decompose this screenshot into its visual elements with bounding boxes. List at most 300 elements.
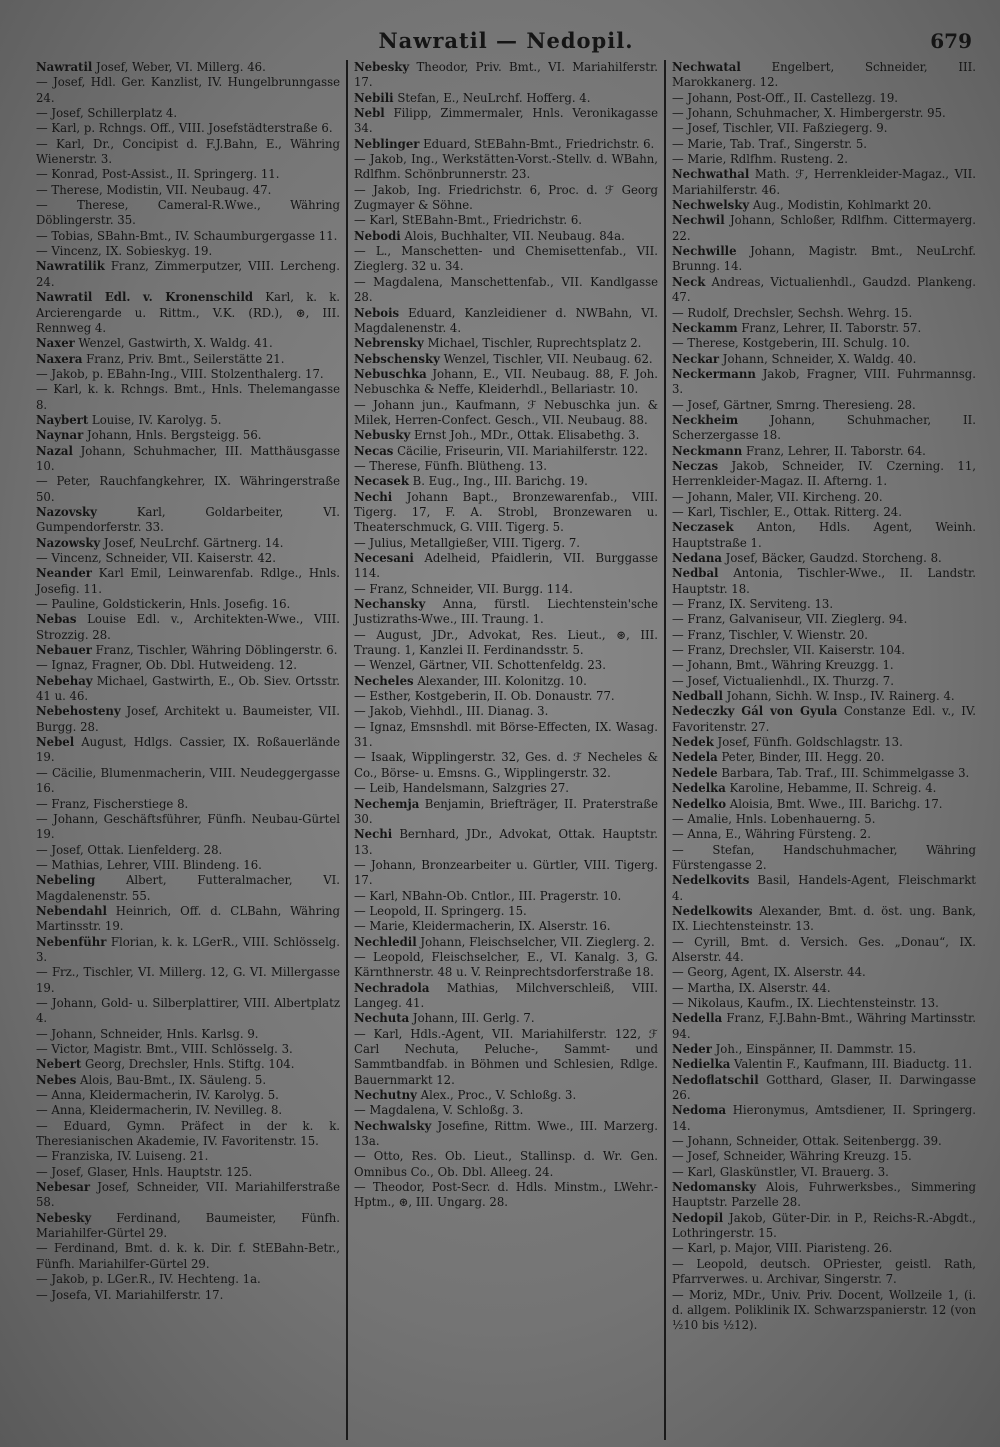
page-title: Nawratil — Nedopil. [378,28,634,53]
entry-surname: Nedella [672,1011,723,1026]
directory-entry [354,213,658,228]
entry-details: Franz, Lehrer, II. Taborstr. 64. [742,443,926,458]
entry-details: Karl, Goldarbeiter, VI. Gumpendorferstr. 33. [36,504,340,535]
directory-entry [36,367,340,382]
directory-entry [354,474,658,489]
entry-details: Gotthard, Glaser, II. Darwingasse 26. [672,1072,976,1103]
entry-details: — Franz, Drechsler, VII. Kaiserstr. 104. [672,643,906,658]
directory-entry [672,60,976,91]
entry-details: Math. ℱ, Herrenkleider-Magaz., VII. Mariahilferstr. 46. [672,167,976,197]
entry-details: — Wenzel, Gärtner, VII. Schottenfeldg. 23. [354,658,606,673]
entry-details: Aloisia, Bmt. Wwe., III. Barichg. 17. [726,796,943,811]
entry-surname: Nedielka [672,1057,731,1072]
entry-details: — Ferdinand, Bmt. d. k. k. Dir. f. StEBahn-Betr., Fünfh. Mariahilfer-Gürtel 29. [36,1241,340,1271]
entry-surname: Nedele [672,765,718,780]
entry-surname: Nebesar [36,1180,91,1195]
directory-entry [36,183,340,198]
directory-entry [36,612,340,643]
entry-details: Wenzel, Tischler, VII. Neubaug. 62. [439,351,653,366]
entry-details: B. Eug., Ing., III. Barichg. 19. [408,474,588,489]
directory-entry [672,198,976,213]
entry-details: Louise Edl. v., Architekten-Wwe., VIII. Strozzig. 28. [36,612,340,642]
entry-surname: Nebes [36,1072,77,1087]
directory-entry [672,167,976,198]
directory-entry [672,244,976,275]
entry-surname: Nechwalsky [354,1118,432,1133]
entry-details: — Karl, Hdls.-Agent, VII. Mariahilferstr. 122, ℱ Carl Nechuta, Peluche-, Sammt- und Sammtbandfab. in Böhmen und Schlesien, Rdlge. Bauernmarkt 12. [354,1026,658,1087]
entry-details: Franz, Lehrer, II. Taborstr. 57. [737,320,922,335]
entry-details: Karl, k. k. Arcierengarde u. Rittm., V.K. (RD.), ⊛, III. Rennweg 4. [36,290,341,335]
directory-entry [36,382,340,413]
directory-entry [354,781,658,796]
entry-surname: Nebuschka [354,366,427,381]
directory-entry [36,536,340,551]
directory-entry [354,444,658,459]
directory-entry [36,167,340,182]
entry-surname: Nedek [672,735,714,750]
entry-details: Johann, Magistr. Bmt., NeuLrchf. Brunng. 14. [672,244,976,274]
directory-entry [36,704,340,735]
directory-entry [354,935,658,950]
entry-details: — Leopold, II. Springerg. 15. [354,903,527,918]
entry-surname: Nebauer [36,643,92,658]
entry-surname: Nedelka [672,781,726,796]
entry-surname: Nechwatal [672,60,741,74]
entry-details: — L., Manschetten- und Chemisettenfab., VII. Zieglerg. 32 u. 34. [354,244,658,274]
directory-entry [354,352,658,367]
directory-entry [672,597,976,612]
entry-surname: Nebeling [36,873,96,888]
entry-surname: Nechwille [672,244,737,259]
entry-details: — Josef, Tischler, VII. Faßziegerg. 9. [672,121,888,136]
entry-surname: Necas [354,443,394,458]
entry-details: Michael, Tischler, Ruprechtsplatz 2. [423,336,642,351]
entry-details: — Moriz, MDr., Univ. Priv. Docent, Wollzeile 1, (i. d. allgem. Poliklinik IX. Schwarzspanierstr. 12 (von ½10 bis ½12). [672,1287,976,1333]
entry-details: — Josefa, VI. Mariahilferstr. 17. [36,1287,224,1302]
entry-surname: Nebesky [36,1210,92,1225]
directory-entry [672,367,976,398]
directory-entry [672,1288,976,1334]
entry-details: — Frz., Tischler, VI. Millerg. 12, G. VI. Millergasse 19. [36,965,340,995]
entry-details: Cäcilie, Friseurin, VII. Mariahilferstr. 122. [393,443,648,458]
entry-details: — Cäcilie, Blumenmacherin, VIII. Neudeggergasse 16. [36,765,340,796]
entry-surname: Nedelko [672,796,727,811]
entry-surname: Neckamm [672,320,738,335]
entry-details: — Johann, Schuhmacher, X. Himbergerstr. 95. [672,106,946,121]
entry-details: Johann, III. Gerlg. 7. [409,1011,535,1026]
entry-details: Johann Bapt., Bronzewarenfab., VIII. Tigerg. 17, F. A. Strobl, Bronzewaren u. Theaterschmuck, G. VIII. Tigerg. 5. [354,489,658,535]
directory-entry [672,981,976,996]
directory-entry [36,1042,340,1057]
entry-details: — Jakob, p. LGer.R., IV. Hechteng. 1a. [36,1272,261,1287]
entry-details: — Isaak, Wipplingerstr. 32, Ges. d. ℱ Necheles & Co., Börse- u. Emsns. G., Wipplingerstr. 32. [354,750,658,780]
directory-entry [36,444,340,475]
directory-entry [36,551,340,566]
directory-entry [354,827,658,858]
entry-details: Franz, Priv. Bmt., Seilerstätte 21. [82,351,285,366]
directory-entry [354,428,658,443]
entry-details: — Martha, IX. Alserstr. 44. [672,980,831,995]
directory-entry [36,198,340,229]
entry-details: — Georg, Agent, IX. Alserstr. 44. [672,965,866,980]
directory-entry [36,137,340,168]
directory-entry [36,1288,340,1303]
entry-details: — Karl, Tischler, E., Ottak. Ritterg. 24. [672,504,902,519]
directory-columns [30,60,982,1440]
directory-entry [36,658,340,673]
entry-details: Peter, Binder, III. Hegg. 20. [717,750,885,765]
entry-details: — Magdalena, V. Schloßg. 3. [354,1103,524,1118]
directory-entry [36,1073,340,1088]
directory-entry [36,1272,340,1287]
entry-details: — Therese, Kostgeberin, III. Schulg. 10. [672,336,910,351]
entry-details: — Pauline, Goldstickerin, Hnls. Josefig. 16. [36,597,291,612]
directory-entry [354,137,658,152]
entry-details: — Leopold, Fleischselcher, E., VI. Kanalg. 3, G. Kärnthnerstr. 48 u. V. Reinprechtsdorferstraße 18. [354,949,658,980]
entry-details: Mathias, Milchverschleiß, VIII. Langeg. 41. [354,980,658,1010]
entry-details: Michael, Gastwirth, E., Ob. Siev. Ortsstr. 41 u. 46. [36,673,340,704]
directory-entry [672,352,976,367]
directory-entry [354,858,658,889]
directory-entry [36,60,340,75]
entry-details: — Ignaz, Emsnshdl. mit Börse-Effecten, IX. Wasag. 31. [354,719,658,750]
directory-entry [36,121,340,136]
entry-details: — Johann, Geschäftsführer, Fünfh. Neubau-Gürtel 19. [36,811,340,842]
entry-surname: Neander [36,566,92,581]
directory-entry [36,597,340,612]
entry-details: — Cyrill, Bmt. d. Versich. Ges. „Donau“, IX. Alserstr. 44. [672,934,976,964]
directory-entry [672,551,976,566]
entry-details: Hieronymus, Amtsdiener, II. Springerg. 14. [672,1103,976,1133]
directory-entry [36,812,340,843]
entry-details: Alexander, III. Kolonitzg. 10. [413,673,587,688]
entry-surname: Nechwathal [672,167,750,182]
directory-entry [36,843,340,858]
directory-entry [354,459,658,474]
entry-details: — Johann, Gold- u. Silberplattirer, VIII. Albertplatz 4. [36,995,340,1026]
entry-surname: Nechi [354,489,393,504]
directory-entry [672,213,976,244]
entry-details: Franz, F.J.Bahn-Bmt., Währing Martinsstr. 94. [672,1011,976,1041]
entry-surname: Nechutny [354,1088,417,1103]
entry-details: Alois, Fuhrwerksbes., Simmering Hauptstr. Parzelle 28. [672,1180,976,1210]
entry-details: — Josef, Schillerplatz 4. [36,106,178,121]
directory-entry [36,1119,340,1150]
directory-entry [672,505,976,520]
entry-details: — Johann, Bmt., Währing Kreuzgg. 1. [672,658,894,673]
entry-details: Florian, k. k. LGerR., VIII. Schlösselg. 3. [36,934,340,964]
directory-entry [354,275,658,306]
entry-surname: Nebl [354,106,385,121]
entry-details: Theodor, Priv. Bmt., VI. Mariahilferstr. 17. [354,60,658,90]
directory-entry [672,904,976,935]
entry-details: Anna, fürstl. Liechtenstein'sche Justizraths-Wwe., III. Traung. 1. [354,597,658,627]
entry-surname: Nedball [672,689,723,704]
entry-details: — Franz, Fischerstiege 8. [36,796,189,811]
entry-surname: Nechwelsky [672,198,750,213]
entry-details: Josef, Bäcker, Gaudzd. Storcheng. 8. [721,551,942,565]
directory-entry [36,1088,340,1103]
entry-details: Ferdinand, Baumeister, Fünfh. Mariahilfer-Gürtel 29. [36,1210,340,1241]
entry-details: — Vincenz, Schneider, VII. Kaiserstr. 42. [36,551,276,565]
directory-entry [354,981,658,1012]
directory-entry [672,152,976,167]
entry-details: — Johann, Post-Off., II. Castellezg. 19. [672,90,899,105]
directory-entry [354,306,658,337]
entry-details: — Franz, Schneider, VII. Burgg. 114. [354,581,573,596]
directory-entry [672,1241,976,1256]
entry-surname: Necheles [354,673,414,688]
entry-details: — Therese, Modistin, VII. Neubaug. 47. [36,182,272,197]
entry-details: — Theodor, Post-Secr. d. Hdls. Minstm., LWehr.-Hptm., ⊛, III. Ungarg. 28. [354,1180,658,1210]
entry-details: — Marie, Tab. Traf., Singerstr. 5. [672,136,868,151]
entry-surname: Nechi [354,827,393,842]
entry-surname: Nechansky [354,597,426,612]
entry-details: Heinrich, Off. d. CLBahn, Währing Martinsstr. 19. [36,903,340,934]
entry-details: — Johann, Schneider, Hnls. Karlsg. 9. [36,1026,259,1041]
entry-details: Aug., Modistin, Kohlmarkt 20. [749,198,932,213]
entry-surname: Nedopil [672,1210,724,1225]
directory-entry [672,658,976,673]
directory-entry [672,935,976,966]
entry-details: — Karl, StEBahn-Bmt., Friedrichstr. 6. [354,213,582,228]
entry-details: — Vincenz, IX. Sobieskyg. 19. [36,244,213,259]
entry-details: Joh., Einspänner, II. Dammstr. 15. [711,1042,917,1056]
directory-entry [672,750,976,765]
directory-entry [354,658,658,673]
entry-surname: Naxer [36,336,75,351]
entry-surname: Neck [672,274,706,289]
entry-surname: Nedela [672,750,718,765]
directory-entry [36,505,340,536]
entry-details: — Therese, Fünfh. Blütheng. 13. [354,458,547,473]
entry-details: Karl Emil, Leinwarenfab. Rdlge., Hnls. Josefig. 11. [36,566,340,596]
entry-surname: Neblinger [354,136,420,151]
entry-details: Franz, Tischler, Währing Döblingerstr. 6. [91,643,338,658]
entry-details: — Marie, Rdlfhm. Rusteng. 2. [672,152,848,167]
entry-surname: Neckar [672,351,720,366]
page-number: 679 [930,29,972,53]
directory-entry [672,1073,976,1104]
entry-surname: Neczasek [672,520,734,535]
entry-details: — Nikolaus, Kaufm., IX. Liechtensteinstr. 13. [672,995,939,1010]
entry-details: — Josef, Schneider, Währing Kreuzg. 15. [672,1149,912,1164]
directory-entry [672,321,976,336]
entry-details: August, Hdlgs. Cassier, IX. Roßauerlände 19. [36,735,340,765]
entry-details: Alois, Bau-Bmt., IX. Säuleng. 5. [76,1072,267,1087]
directory-entry [36,244,340,259]
entry-surname: Nebesky [354,60,410,74]
directory-entry [354,551,658,582]
entry-details: Albert, Futteralmacher, VI. Magdalenenstr. 55. [36,873,340,903]
entry-surname: Nebodi [354,228,401,243]
directory-entry [354,904,658,919]
directory-entry [36,904,340,935]
entry-details: Barbara, Tab. Traf., III. Schimmelgasse 3. [717,765,970,780]
directory-entry [672,797,976,812]
entry-surname: Nebendahl [36,903,107,918]
directory-entry [354,91,658,106]
directory-entry [672,490,976,505]
directory-entry [36,996,340,1027]
directory-entry [36,735,340,766]
entry-surname: Nebili [354,90,394,105]
directory-entry [672,689,976,704]
entry-details: Josef, NeuLrchf. Gärtnerg. 14. [100,535,284,550]
entry-details: Josef, Architekt u. Baumeister, VII. Burgg. 28. [36,704,340,734]
entry-details: — Karl, NBahn-Ob. Cntlor., III. Pragerstr. 10. [354,888,622,903]
directory-entry [36,352,340,367]
directory-entry [354,950,658,981]
directory-entry [354,889,658,904]
directory-entry [354,152,658,183]
entry-surname: Nebert [36,1057,82,1072]
entry-details: Eduard, StEBahn-Bmt., Friedrichstr. 6. [419,136,655,151]
entry-surname: Neckheim [672,412,739,427]
directory-entry [354,1180,658,1211]
entry-surname: Nedana [672,551,722,565]
directory-entry [354,919,658,934]
entry-details: — Konrad, Post-Assist., II. Springerg. 11. [36,167,280,182]
directory-entry [354,536,658,551]
entry-surname: Nebas [36,612,77,627]
entry-details: Louise, IV. Karolyg. 5. [88,412,222,427]
entry-details: — Johann jun., Kaufmann, ℱ Nebuschka jun. & Milek, Herren-Confect. Gesch., VII. Neubaug. 88. [354,397,658,427]
entry-surname: Nechuta [354,1011,410,1026]
entry-details: — Rudolf, Drechsler, Sechsh. Wehrg. 15. [672,305,913,320]
directory-entry [354,229,658,244]
directory-entry [36,1241,340,1272]
entry-surname: Naybert [36,412,89,427]
entry-details: — Franz, Galvaniseur, VII. Zieglerg. 94. [672,612,908,627]
directory-entry [354,720,658,751]
directory-entry [36,873,340,904]
entry-details: Valentin F., Kaufmann, III. Biaductg. 11. [730,1057,973,1072]
entry-details: — Mathias, Lehrer, VIII. Blindeng. 16. [36,857,262,872]
directory-entry [36,1103,340,1118]
directory-entry [672,812,976,827]
entry-details: — Magdalena, Manschettenfab., VII. Kandlgasse 28. [354,274,658,305]
entry-details: Johann, Hnls. Bergsteigg. 56. [83,428,262,443]
column-1 [30,60,346,1440]
entry-details: — Leib, Handelsmann, Salzgries 27. [354,781,569,796]
entry-details: — Jakob, Ing., Werkstätten-Vorst.-Stellv. d. WBahn, Rdlfhm. Schönbrunnerstr. 23. [354,152,658,182]
entry-details: Andreas, Victualienhdl., Gaudzd. Plankeng. 47. [672,274,976,305]
entry-details: — Victor, Magistr. Bmt., VIII. Schlösselg. 3. [36,1042,293,1056]
entry-surname: Nedoma [672,1103,727,1118]
entry-details: — Josef, Ottak. Lienfelderg. 28. [36,842,223,857]
entry-details: Wenzel, Gastwirth, X. Waldg. 41. [74,336,273,351]
entry-details: — Tobias, SBahn-Bmt., IV. Schaumburgergasse 11. [36,228,338,243]
directory-entry [672,704,976,735]
directory-entry [36,935,340,966]
entry-surname: Necasek [354,474,409,489]
directory-entry [672,996,976,1011]
directory-entry [672,1134,976,1149]
directory-entry [672,1057,976,1072]
entry-details: Basil, Handels-Agent, Fleischmarkt 4. [672,873,976,903]
entry-details: — Peter, Rauchfangkehrer, IX. Währingerstraße 50. [36,474,340,504]
entry-details: Johann, Schloßer, Rdlfhm. Cittermayerg. 22. [672,213,976,243]
directory-entry [36,965,340,996]
directory-entry [36,413,340,428]
directory-entry [354,1027,658,1088]
entry-details: — Franziska, IV. Luiseng. 21. [36,1149,209,1164]
column-2 [346,60,664,1440]
entry-surname: Nebenführ [36,934,107,949]
directory-entry [354,1149,658,1180]
entry-details: Franz, Zimmerputzer, VIII. Lercheng. 24. [36,259,340,289]
directory-entry [36,1165,340,1180]
entry-surname: Nechledil [354,934,417,949]
directory-entry [36,1180,340,1211]
directory-entry [36,1211,340,1242]
entry-surname: Nebrensky [354,336,424,351]
entry-surname: Nebehay [36,673,93,688]
entry-surname: Nedelkowits [672,903,753,918]
directory-entry [36,229,340,244]
directory-entry [36,566,340,597]
entry-details: Eduard, Kanzleidiener d. NWBahn, VI. Magdalenenstr. 4. [354,305,658,335]
entry-details: — Anna, E., Währing Fürsteng. 2. [672,827,871,842]
entry-surname: Nawratilik [36,259,105,274]
entry-details: Johann, Sichh. W. Insp., IV. Rainerg. 4. [722,689,955,704]
directory-entry [672,1165,976,1180]
entry-details: — Karl, p. Major, VIII. Piaristeng. 26. [672,1241,893,1256]
directory-entry [672,766,976,781]
directory-entry [354,398,658,429]
directory-entry [672,336,976,351]
entry-details: Ernst Joh., MDr., Ottak. Elisabethg. 3. [410,428,640,443]
entry-surname: Nazovsky [36,504,97,519]
directory-entry [672,566,976,597]
entry-details: Josefine, Rittm. Wwe., III. Marzerg. 13a. [354,1118,658,1149]
directory-entry [36,858,340,873]
entry-surname: Naynar [36,428,84,443]
directory-entry [36,290,340,336]
entry-details: — Johann, Schneider, Ottak. Seitenbergg. 39. [672,1134,942,1149]
directory-entry [672,1211,976,1242]
directory-entry [354,60,658,91]
entry-surname: Neckmann [672,443,743,458]
entry-details: — Johann, Maler, VII. Kircheng. 20. [672,489,883,504]
directory-entry [672,643,976,658]
entry-details: Karoline, Hebamme, II. Schreig. 4. [725,781,937,796]
entry-details: Engelbert, Schneider, III. Marokkanerg. 12. [672,60,976,90]
directory-entry [354,367,658,398]
directory-entry [672,827,976,842]
entry-details: Bernhard, JDr., Advokat, Ottak. Hauptstr. 13. [354,827,658,857]
directory-entry [354,797,658,828]
entry-details: Johann, E., VII. Neubaug. 88, F. Joh. Nebuschka & Neffe, Kleiderhdl., Bellariastr. 10. [354,366,658,397]
directory-entry [36,428,340,443]
entry-details: Josef, Schneider, VII. Mariahilferstraße 58. [36,1180,340,1210]
entry-details: Jakob, Fragner, VIII. Fuhrmannsg. 3. [672,366,976,397]
entry-surname: Nebel [36,735,75,750]
entry-surname: Nedoflatschil [672,1072,759,1087]
entry-details: Johann, Fleischselcher, VII. Zieglerg. 2. [416,934,655,949]
entry-surname: Nedomansky [672,1180,756,1195]
entry-details: Antonia, Tischler-Wwe., II. Landstr. Hauptstr. 18. [672,566,976,596]
directory-entry [672,1180,976,1211]
directory-entry [354,490,658,536]
entry-details: Johann, Schneider, X. Waldg. 40. [719,351,917,366]
directory-entry [354,183,658,214]
entry-details: — Anna, Kleidermacherin, IV. Karolyg. 5. [36,1088,279,1103]
entry-surname: Nedelkovits [672,873,750,888]
entry-details: Benjamin, Briefträger, II. Praterstraße 30. [354,796,658,826]
directory-entry [354,674,658,689]
